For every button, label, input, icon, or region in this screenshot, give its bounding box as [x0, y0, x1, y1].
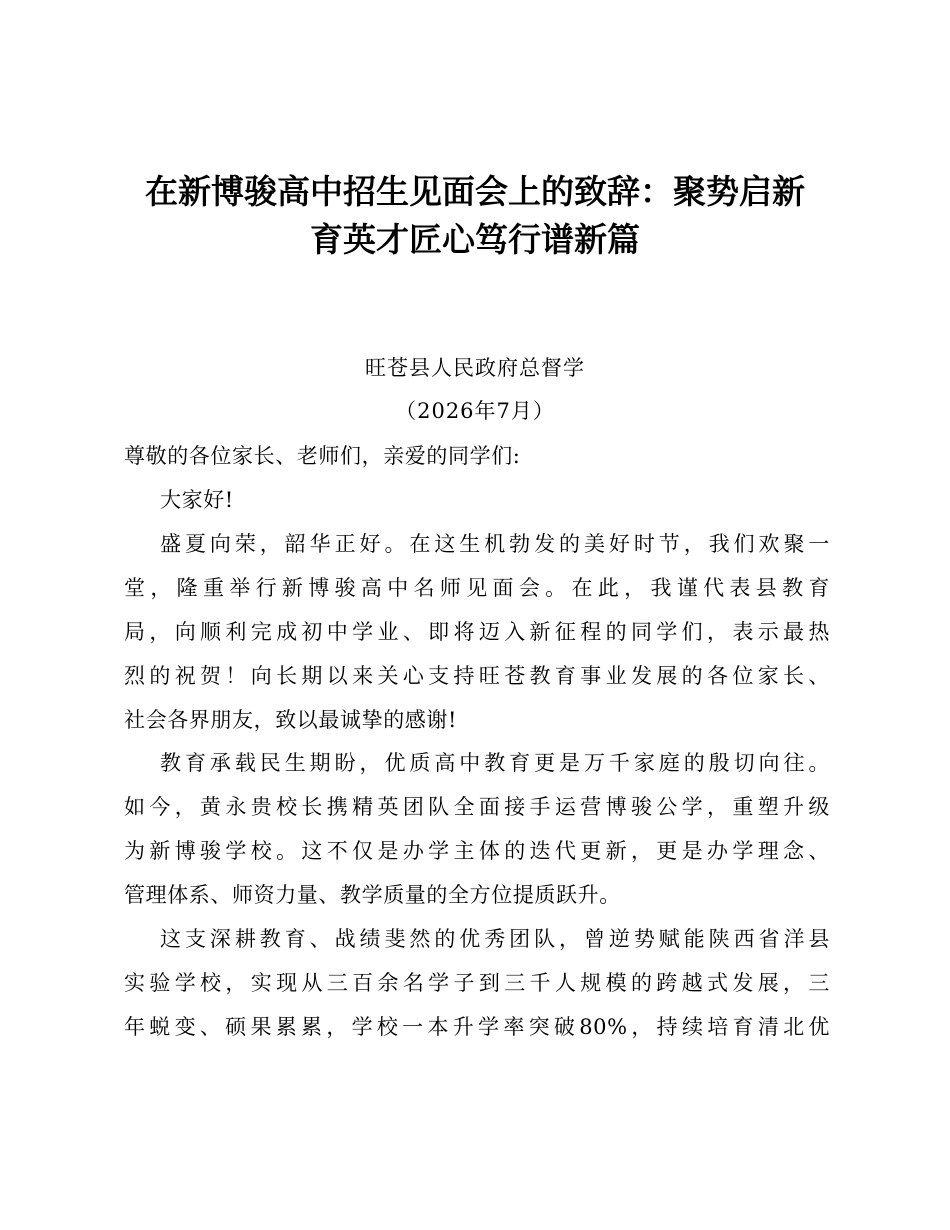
paragraph-line: 如今，黄永贵校长携精英团队全面接手运营博骏公学，重塑升级 — [124, 795, 830, 819]
paragraph-line: 为新博骏学校。这不仅是办学主体的迭代更新，更是办学理念、 — [124, 839, 830, 863]
paragraph-line: 这支深耕教育、战绩斐然的优秀团队，曾逆势赋能陕西省洋县 — [160, 927, 830, 951]
greeting: 大家好! — [160, 488, 234, 512]
document-title-line-1: 在新博骏高中招生见面会上的致辞：聚势启新 — [145, 172, 805, 211]
paragraph-line: 教育承载民生期盼，优质高中教育更是万千家庭的殷切向往。 — [160, 751, 830, 775]
paragraph-line: 实验学校，实现从三百余名学子到三千人规模的跨越式发展，三 — [124, 971, 830, 995]
document-title-line-2: 育英才匠心笃行谱新篇 — [310, 220, 640, 259]
paragraph-line: 堂，隆重举行新博骏高中名师见面会。在此，我谨代表县教育 — [124, 576, 830, 600]
paragraph-line: 烈的祝贺！向长期以来关心支持旺苍教育事业发展的各位家长、 — [124, 664, 830, 688]
paragraph-line: 管理体系、师资力量、教学质量的全方位提质跃升。 — [124, 883, 621, 907]
document-date: （2026年7月） — [395, 399, 555, 423]
paragraph-line: 社会各界朋友，致以最诚挚的感谢! — [124, 708, 458, 732]
paragraph-line: 年蜕变、硕果累累，学校一本升学率突破80%，持续培育清北优 — [124, 1015, 830, 1039]
salutation: 尊敬的各位家长、老师们，亲爱的同学们: — [124, 444, 521, 468]
paragraph-line: 局，向顺利完成初中学业、即将迈入新征程的同学们，表示最热 — [124, 620, 830, 644]
document-author: 旺苍县人民政府总督学 — [365, 356, 585, 380]
paragraph-line: 盛夏向荣，韶华正好。在这生机勃发的美好时节，我们欢聚一 — [160, 532, 830, 556]
